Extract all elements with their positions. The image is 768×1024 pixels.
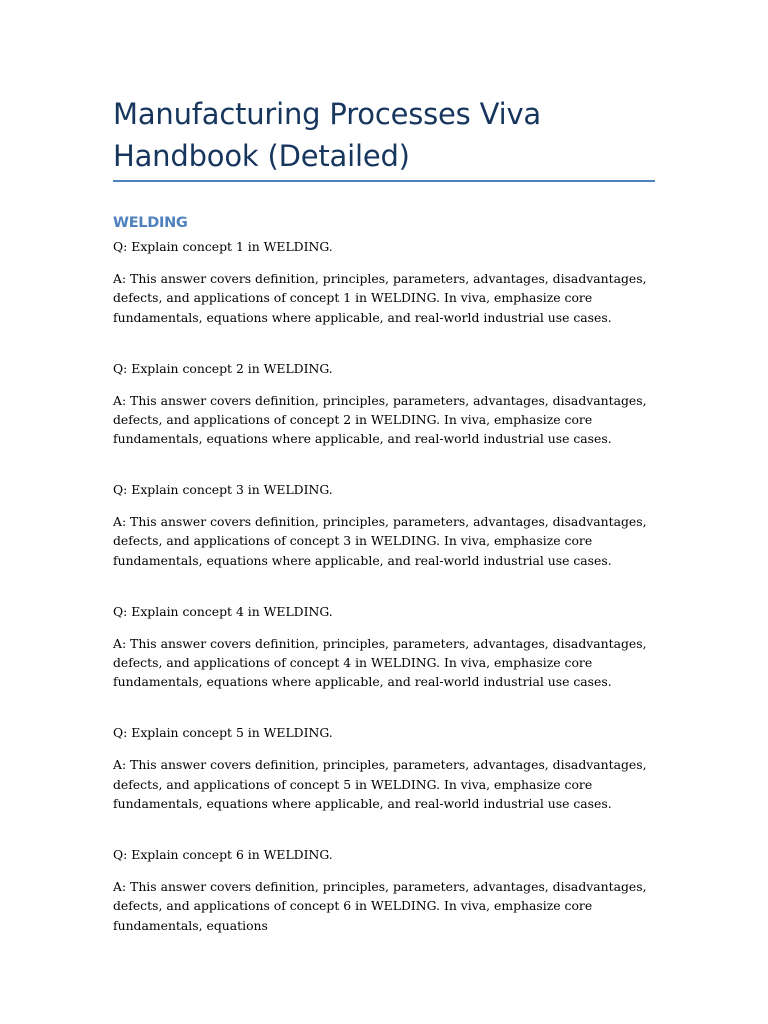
question-text: Q: Explain concept 4 in WELDING. <box>113 603 333 619</box>
qa-list <box>113 237 673 967</box>
answer-text: A: This answer covers definition, principles, parameters, advantages, disadvantages, defects, and applications of concept 2 in WELDING. In viva, emphasize core fundamentals, equations where applicable, and real-world industrial use cases. <box>113 392 647 447</box>
answer-text: A: This answer covers definition, principles, parameters, advantages, disadvantages, defects, and applications of concept 4 in WELDING. In viva, emphasize core fundamentals, equations where applicable, and real-world industrial use cases. <box>113 635 647 690</box>
qa-item <box>113 237 673 359</box>
question-text: Q: Explain concept 3 in WELDING. <box>113 482 333 498</box>
answer-text: A: This answer covers definition, principles, parameters, advantages, disadvantages, defects, and applications of concept 6 in WELDING. In viva, emphasize core fundamentals, equations <box>113 878 647 933</box>
question-text: Q: Explain concept 1 in WELDING. <box>113 239 333 254</box>
qa-item <box>113 480 673 602</box>
document-title: Manufacturing Processes Viva Handbook (Detailed) <box>113 97 541 173</box>
qa-item <box>113 602 673 724</box>
answer-text: A: This answer covers definition, principles, parameters, advantages, disadvantages, defects, and applications of concept 5 in WELDING. In viva, emphasize core fundamentals, equations where applicable, and real-world industrial use cases. <box>113 757 647 811</box>
qa-item <box>113 359 673 481</box>
section-heading-welding: WELDING <box>113 215 188 231</box>
qa-item <box>113 845 673 967</box>
answer-text: A: This answer covers definition, principles, parameters, advantages, disadvantages, defects, and applications of concept 3 in WELDING. In viva, emphasize core fundamentals, equations where applicable, and real-world industrial use cases. <box>113 514 647 568</box>
question-text: Q: Explain concept 6 in WELDING. <box>113 846 333 862</box>
question-text: Q: Explain concept 2 in WELDING. <box>113 360 333 376</box>
qa-item <box>113 723 673 845</box>
title-underline <box>113 180 655 182</box>
answer-text: A: This answer covers definition, principles, parameters, advantages, disadvantages, defects, and applications of concept 1 in WELDING. In viva, emphasize core fundamentals, equations where applicable, and real-world industrial use cases. <box>113 271 647 325</box>
question-text: Q: Explain concept 5 in WELDING. <box>113 725 333 741</box>
